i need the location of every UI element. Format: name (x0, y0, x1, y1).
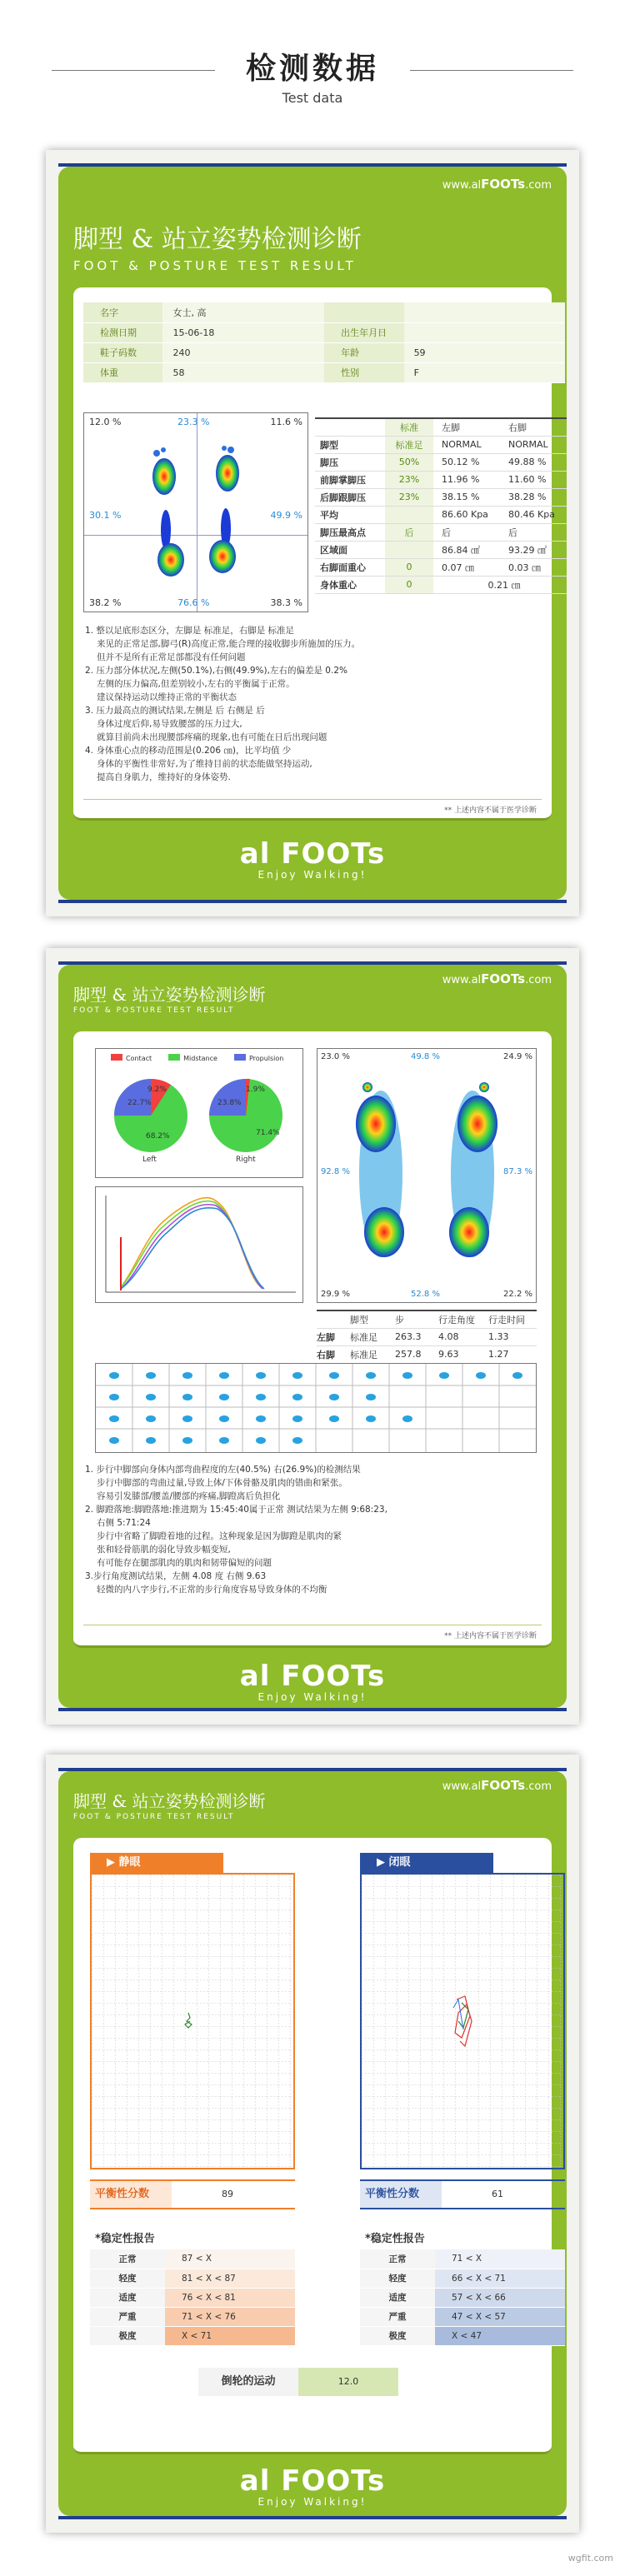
pie-left-prop: 22.7% (128, 1099, 152, 1107)
header-right-line (410, 70, 573, 71)
walk-label-tc: 49.8 % (411, 1052, 440, 1061)
pie-right-prop: 23.8% (218, 1099, 242, 1107)
brand-url: www.alFOOTs.com (442, 1778, 552, 1793)
tab-eyes-closed: ▶ 闭眼 (360, 1853, 493, 1873)
pie-legend: Contact Midstance Propulsion (111, 1054, 283, 1062)
report-cn-title: 脚型 & 站立姿势检测诊断 (73, 1791, 266, 1811)
motion-value: 12.0 (298, 2368, 398, 2396)
eyes-open-stability-title: *稳定性报告 (95, 2233, 155, 2245)
eyes-open-grid (90, 1873, 295, 2169)
walking-pressure-plot (317, 1048, 537, 1303)
eyes-open-score: 平衡性分数 89 (90, 2179, 295, 2209)
report-cn-title: 脚型 & 站立姿势检测诊断 (73, 225, 362, 254)
table-row: 极度 X < 71 (90, 2326, 295, 2345)
page-subtitle: Test data (282, 90, 343, 106)
table-row: 适度 57 < X < 66 (360, 2288, 565, 2307)
brand-logo: al FOOTs Enjoy Walking! (239, 1660, 386, 1703)
brand-url: www.alFOOTs.com (442, 971, 552, 986)
table-row: 前脚掌脚压 23% 11.96 % 11.60 % (315, 471, 567, 488)
eyes-closed-panel (360, 1853, 565, 2169)
left-footprint (152, 447, 184, 577)
gait-phase-pies (95, 1048, 303, 1178)
plot-label-mid-right: 49.9 % (270, 510, 302, 521)
plot-label-bottom-right: 38.3 % (270, 597, 302, 608)
pie-left-mid: 68.2% (146, 1132, 170, 1141)
gait-table (317, 1310, 537, 1364)
page-2-green-panel (58, 965, 567, 1708)
page-title: 检测数据 (245, 52, 379, 86)
table-row: 严重 47 < X < 57 (360, 2307, 565, 2326)
table-row: 区域面 86.84 ㎠ 93.29 ㎠ (315, 541, 567, 558)
tab-eyes-open: ▶ 静眼 (90, 1853, 223, 1873)
report-page-2 (46, 948, 579, 1725)
table-row: 平均 86.60 Kpa 80.46 Kpa (315, 506, 567, 523)
report-cn-title: 脚型 & 站立姿势检测诊断 (73, 985, 266, 1005)
pie-left-label: Left (142, 1156, 157, 1164)
page-1-notes: 1. 整以足底形态区分，左脚是 标准足，右脚是 标准足 来见的正常足部,脚弓(R)高度正常,能合理的接收脚步所施加的压力。 但并不是所有正常足部都没有任何问题 2. 压力部分体状况,左侧(50.1%),右侧(49.9%),左右的偏差是 0.2% 左侧的压力偏高,但差别较小,左右的平衡属于正常。 建议保持运动以维持正常的平衡状态 3. 压力最高点的测试结果,左侧是 后 右侧是 后 身体过度后仰,易导致腰部的压力过大, 就算目前尚未出现腰部疼痛的现象,也有可能在日后出现问题 4. 身体重心点的移动范围是(0.206 ㎝)，比平均值 少 身体的平衡性非常好,为了维持目前的状态能做坚持运动, 提高自身肌力，维持好的身体姿势. (85, 626, 361, 782)
force-curve-plot (95, 1186, 303, 1303)
eyes-open-stability-table (90, 2249, 295, 2346)
page-1-content (73, 287, 555, 821)
table-row: 脚型 标准足 NORMAL NORMAL (315, 436, 567, 453)
motion-label: 倒轮的运动 (198, 2368, 298, 2396)
plot-label-bottom-left: 38.2 % (89, 597, 122, 608)
eyes-closed-stability-table (360, 2249, 565, 2346)
table-row: 正常 87 < X (90, 2249, 295, 2269)
table-row: 适度 76 < X < 81 (90, 2288, 295, 2307)
report-page-3 (46, 1755, 579, 2533)
plot-label-bottom-center: 76.6 % (178, 597, 210, 608)
pie-left-contact: 9.2% (148, 1086, 167, 1094)
report-en-title: FOOT & POSTURE TEST RESULT (73, 1813, 235, 1821)
brand-logo: al FOOTs Enjoy Walking! (239, 837, 386, 881)
eyes-closed-sway-plot (362, 1875, 563, 2168)
report-page-1 (46, 150, 579, 916)
step-thumbnails (96, 1364, 536, 1452)
walk-label-tr: 24.9 % (503, 1052, 532, 1061)
plot-label-mid-left: 30.1 % (89, 510, 122, 521)
page-3-green-panel (58, 1771, 567, 2516)
step-thumbnail-grid (95, 1363, 537, 1453)
pie-right-mid: 71.4% (256, 1129, 280, 1137)
table-row: 左脚 标准足 263.3 4.08 1.33 (317, 1328, 537, 1345)
disclaimer: ** 上述内容不属于医学诊断 (444, 1632, 537, 1640)
plot-label-top-right: 11.6 % (270, 417, 302, 427)
walk-label-bc: 52.8 % (411, 1290, 440, 1299)
table-row: 右脚 标准足 257.8 9.63 1.27 (317, 1345, 537, 1363)
eyes-closed-score: 平衡性分数 61 (360, 2179, 565, 2209)
table-header-row: 标准 左脚 右脚 (315, 418, 567, 436)
table-row: 脚压最高点 后 后 后 (315, 523, 567, 541)
walk-label-mr: 87.3 % (503, 1167, 532, 1176)
plot-label-top-left: 12.0 % (89, 417, 122, 427)
page-3-content (73, 1838, 552, 2454)
table-row: 右脚面重心 0 0.07 ㎝ 0.03 ㎝ (315, 558, 567, 576)
right-footprint (209, 446, 239, 573)
bottom-blue-rule (58, 2516, 567, 2519)
foot-pressure-plot (83, 412, 308, 612)
patient-info-table (83, 302, 565, 383)
plot-label-top-center: 23.3 % (178, 417, 210, 427)
table-row: 正常 71 < X (360, 2249, 565, 2269)
walk-label-tl: 23.0 % (321, 1052, 350, 1061)
divider (83, 799, 542, 800)
walk-label-br: 22.2 % (503, 1290, 532, 1299)
brand-logo: al FOOTs Enjoy Walking! (239, 2464, 386, 2508)
table-header-row: 脚型 步 行走角度 行走时间 (317, 1310, 537, 1328)
bottom-blue-rule (58, 1708, 567, 1711)
table-row: 体重 58 性别 F (83, 362, 565, 382)
table-row: 极度 X < 47 (360, 2326, 565, 2345)
table-row: 脚压 50% 50.12 % 49.88 % (315, 453, 567, 471)
eyes-closed-stability-title: *稳定性报告 (365, 2233, 425, 2245)
report-en-title: FOOT & POSTURE TEST RESULT (73, 258, 357, 273)
report-en-title: FOOT & POSTURE TEST RESULT (73, 1006, 235, 1015)
brand-url: www.alFOOTs.com (442, 177, 552, 192)
pie-right-label: Right (236, 1156, 256, 1164)
eyes-closed-grid (360, 1873, 565, 2169)
page-2-notes: 1. 步行中脚部向身体内部弯曲程度的左(40.5%) 右(26.9%)的检测结果 步行中脚部的弯曲过量,导致上体/下体骨骼及肌肉的错曲和紧张。 容易引发膝部/腰盖/腰部的疼痛,脚蹬离后负担化 2. 脚蹬落地:脚蹬落地:推进期为 15:45:40属于正常 测试结果为左侧 9:68:23, 右侧 5:71:24 步行中省略了脚蹬着地的过程。这种现象是因为脚蹬是肌肉的紧 张和轻骨筋肌的弱化导致步幅变短, 有可能存在腿部肌肉的肌肉和韧带偏短的问题 3.步行角度测试结果，左侧 4.08 度 右侧 9.63 轻微的内八字步行,不正常的步行角度容易导致身体的不均衡 (85, 1465, 388, 1595)
walk-label-ml: 92.8 % (321, 1167, 350, 1176)
eyes-open-panel (90, 1853, 295, 2169)
table-row: 鞋子码数 240 年龄 59 (83, 342, 565, 362)
watermark: wgfit.com (568, 2553, 613, 2564)
pie-right-contact: 1.9% (246, 1086, 265, 1094)
disclaimer: ** 上述内容不属于医学诊断 (444, 806, 537, 815)
bottom-blue-rule (58, 900, 567, 903)
force-curve (96, 1187, 302, 1302)
table-row: 后脚跟脚压 23% 38.15 % 38.28 % (315, 488, 567, 506)
table-row: 检测日期 15-06-18 出生年月日 (83, 322, 565, 342)
table-row: 严重 71 < X < 76 (90, 2307, 295, 2326)
foot-stats-table (315, 417, 567, 594)
page-1-green-panel (58, 167, 567, 900)
table-row: 名字 女士, 高 (83, 302, 565, 322)
table-row: 轻度 66 < X < 71 (360, 2269, 565, 2288)
table-row: 身体重心 0 0.21 ㎝ (315, 576, 567, 593)
pie-charts (96, 1049, 302, 1174)
page-2-content (73, 1031, 552, 1648)
table-row: 轻度 81 < X < 87 (90, 2269, 295, 2288)
motion-row (198, 2368, 398, 2396)
eyes-open-sway-plot (92, 1875, 293, 2168)
walk-label-bl: 29.9 % (321, 1290, 350, 1299)
